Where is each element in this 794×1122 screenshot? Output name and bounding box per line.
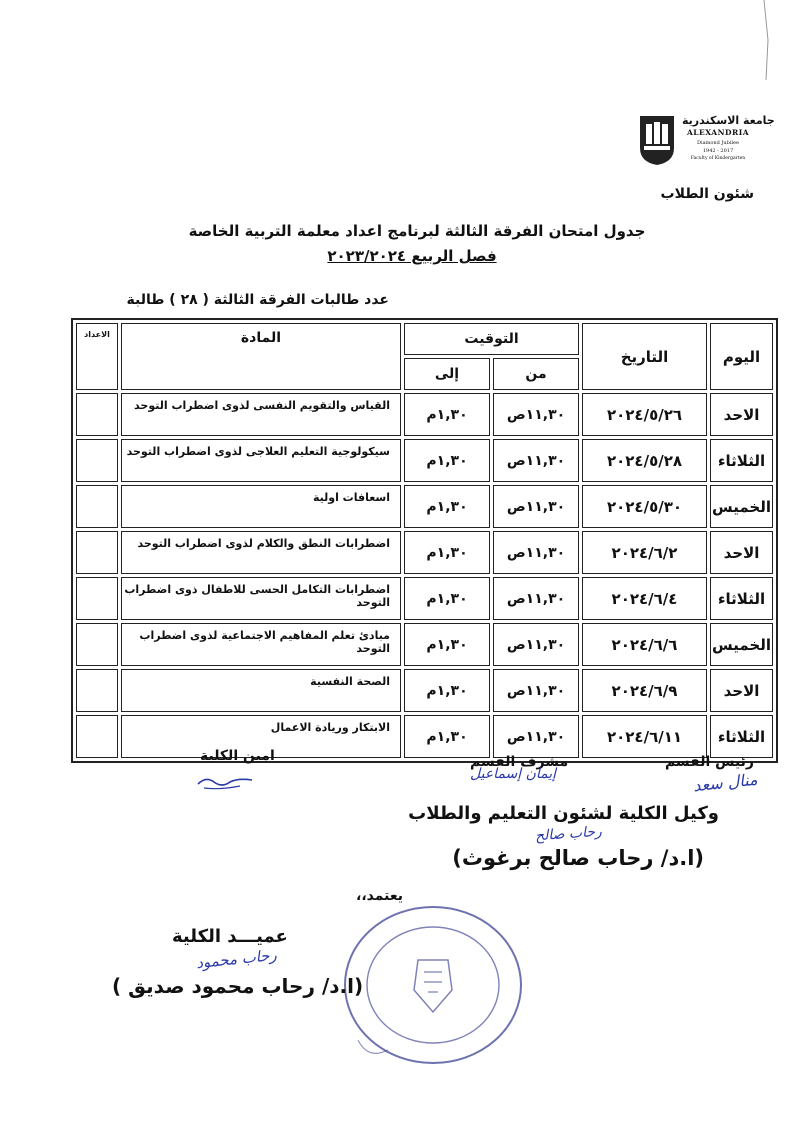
cell-date: ٢٠٢٤/٦/٢ — [582, 531, 707, 574]
jubilee-years: 1942 - 2017 — [702, 148, 734, 154]
header-date: التاريخ — [582, 323, 707, 390]
cell-subject: الابتكار وريادة الاعمال — [121, 715, 401, 758]
cell-day: الخميس — [710, 485, 773, 528]
approval-label: يعتمد،، — [356, 888, 403, 904]
cell-count — [76, 393, 118, 436]
university-name-ar: جامعة الاسكندرية — [682, 114, 775, 127]
cell-from: ١١,٣٠ص — [493, 485, 579, 528]
header-subject: المادة — [121, 323, 401, 390]
cell-subject: اسعافات اولية — [121, 485, 401, 528]
supervisor-signature: إيمان إسماعيل — [470, 766, 557, 782]
dean-signature: رحاب محمود — [195, 945, 278, 973]
cell-from: ١١,٣٠ص — [493, 669, 579, 712]
cell-date: ٢٠٢٤/٦/٤ — [582, 577, 707, 620]
header-count: الاعداد — [76, 323, 118, 390]
exam-schedule-table — [71, 318, 778, 763]
dean-name: (ا.د/ رحاب محمود صديق ) — [112, 974, 364, 998]
university-crest-icon — [638, 114, 676, 166]
cell-date: ٢٠٢٤/٥/٣٠ — [582, 485, 707, 528]
cell-count — [76, 623, 118, 666]
cell-to: ١,٣٠م — [404, 439, 490, 482]
cell-to: ١,٣٠م — [404, 623, 490, 666]
cell-from: ١١,٣٠ص — [493, 715, 579, 758]
cell-from: ١١,٣٠ص — [493, 623, 579, 666]
student-count: عدد طالبات الفرقة الثالثة ( ٢٨ ) طالبة — [126, 292, 389, 308]
cell-subject: مبادئ تعلم المفاهيم الاجتماعية لذوى اضطراب التوحد — [121, 623, 401, 666]
university-logo — [638, 112, 775, 170]
table-row — [76, 393, 773, 436]
cell-to: ١,٣٠م — [404, 577, 490, 620]
cell-day: الثلاثاء — [710, 577, 773, 620]
cell-date: ٢٠٢٤/٥/٢٨ — [582, 439, 707, 482]
semester-label: فصل الربيع ٢٠٢٣/٢٠٢٤ — [327, 247, 497, 265]
cell-subject: سيكولوجية التعليم العلاجى لذوى اضطراب التوحد — [121, 439, 401, 482]
cell-to: ١,٣٠م — [404, 531, 490, 574]
table-row — [76, 715, 773, 758]
margin-mark — [760, 0, 790, 80]
cell-count — [76, 715, 118, 758]
cell-count — [76, 669, 118, 712]
table-row — [76, 623, 773, 666]
header-day: اليوم — [710, 323, 773, 390]
cell-subject: اضطرابات النطق والكلام لذوى اضطراب التوحد — [121, 531, 401, 574]
vice-dean-name: (ا.د/ رحاب صالح برغوث) — [452, 846, 704, 870]
cell-from: ١١,٣٠ص — [493, 393, 579, 436]
table-row — [76, 531, 773, 574]
cell-subject: الصحة النفسية — [121, 669, 401, 712]
cell-count — [76, 439, 118, 482]
cell-day: الثلاثاء — [710, 439, 773, 482]
cell-from: ١١,٣٠ص — [493, 439, 579, 482]
cell-date: ٢٠٢٤/٦/٦ — [582, 623, 707, 666]
supervisor-label: مشرف القسم — [470, 754, 569, 770]
cell-to: ١,٣٠م — [404, 393, 490, 436]
cell-subject: القياس والتقويم النفسى لذوى اضطراب التوحد — [121, 393, 401, 436]
cell-count — [76, 485, 118, 528]
table-row — [76, 669, 773, 712]
cell-date: ٢٠٢٤/٥/٢٦ — [582, 393, 707, 436]
faculty-name-en: Faculty of Kindergarten — [690, 156, 746, 161]
page-subtitle — [0, 247, 794, 265]
table-row — [76, 577, 773, 620]
cell-day: الخميس — [710, 623, 773, 666]
college-secretary-label: امين الكلية — [200, 748, 275, 764]
cell-to: ١,٣٠م — [404, 485, 490, 528]
table-row — [76, 439, 773, 482]
cell-to: ١,٣٠م — [404, 715, 490, 758]
table-row — [76, 485, 773, 528]
cell-count — [76, 577, 118, 620]
cell-date: ٢٠٢٤/٦/١١ — [582, 715, 707, 758]
cell-date: ٢٠٢٤/٦/٩ — [582, 669, 707, 712]
cell-from: ١١,٣٠ص — [493, 531, 579, 574]
header-time: التوقيت — [404, 323, 579, 355]
dean-label: عميـــد الكلية — [172, 926, 288, 947]
cell-to: ١,٣٠م — [404, 669, 490, 712]
cell-count — [76, 531, 118, 574]
cell-day: الاحد — [710, 393, 773, 436]
head-of-department-label: رئيس القسم — [664, 754, 754, 770]
vice-dean-signature: رحاب صالح — [534, 823, 603, 845]
header-from: من — [493, 358, 579, 390]
department-label: شئون الطلاب — [660, 186, 754, 202]
cell-subject: اضطرابات التكامل الحسى للاطفال ذوى اضطراب التوحد — [121, 577, 401, 620]
jubilee-text: Diamond Jubilee — [697, 140, 739, 146]
vice-dean-label: وكيل الكلية لشئون التعليم والطلاب — [408, 803, 719, 824]
head-signature: منال سعد — [692, 769, 759, 796]
cell-day: الثلاثاء — [710, 715, 773, 758]
header-to: إلى — [404, 358, 490, 390]
secretary-signature — [196, 770, 256, 794]
cell-day: الاحد — [710, 669, 773, 712]
university-name-en: ALEXANDRIA — [686, 128, 750, 137]
college-stamp — [338, 900, 528, 1070]
page-title: جدول امتحان الفرقة الثالثة لبرنامج اعداد معلمة التربية الخاصة — [188, 222, 646, 240]
cell-day: الاحد — [710, 531, 773, 574]
cell-from: ١١,٣٠ص — [493, 577, 579, 620]
